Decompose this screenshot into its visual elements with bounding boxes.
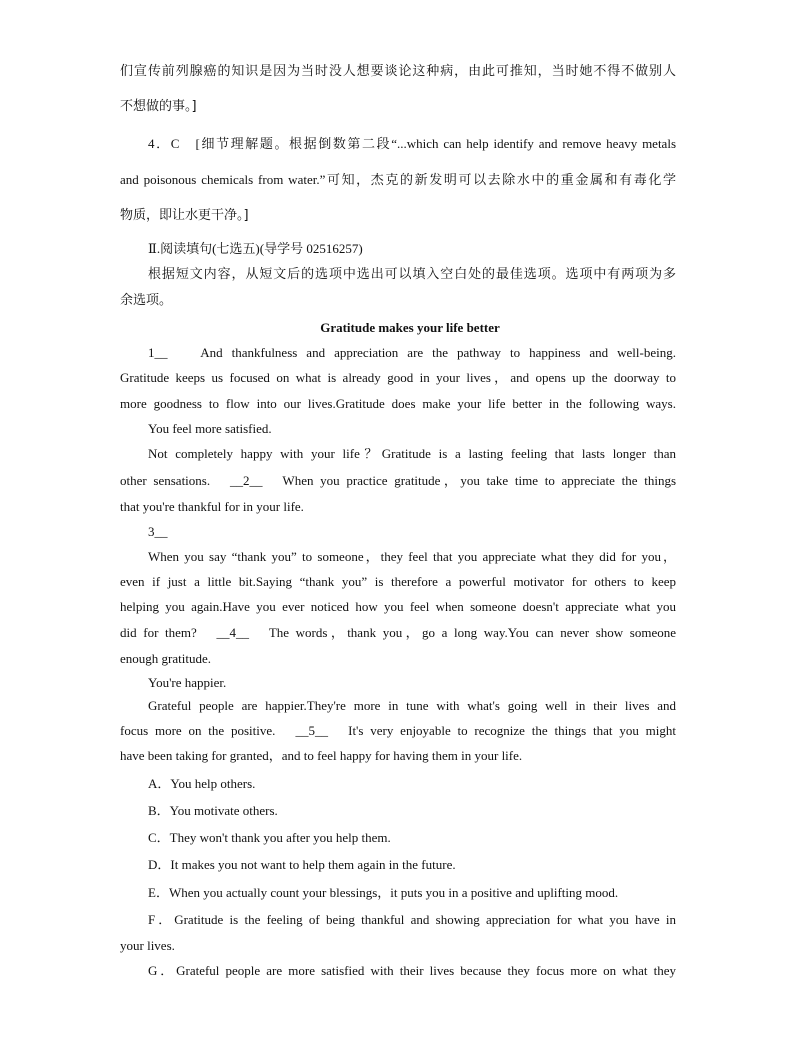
option-e: E．When you actually count your blessings，it puts you in a positive and uplifting mood. xyxy=(148,885,619,900)
option-a: A．You help others. xyxy=(148,776,256,791)
instruction-line: 余选项。 xyxy=(120,293,173,308)
answer-line: 4．C [细节理解题。根据倒数第二段“...which can help identify and remove heavy metals xyxy=(148,136,676,151)
option-f-cont: your lives. xyxy=(120,938,175,953)
passage-line: Grateful people are happier.They're more in tune with what's going well in their lives and xyxy=(148,698,676,713)
option-c: C．They won't thank you after you help them. xyxy=(148,830,391,845)
passage-line: other sensations. __2__ When you practice gratitude，you take time to appreciate the things xyxy=(120,473,676,488)
passage-line: more goodness to flow into our lives.Gratitude does make your life better in the following ways. xyxy=(120,396,676,411)
passage-line: You're happier. xyxy=(148,675,227,690)
section-heading: Ⅱ.阅读填句(七选五)(导学号 02516257) xyxy=(148,241,363,256)
answer-line: 物质，即让水更干净。] xyxy=(120,208,249,223)
passage-line: You feel more satisfied. xyxy=(148,421,272,436)
passage-line: enough gratitude. xyxy=(120,651,211,666)
passage-line: 3__ xyxy=(148,524,168,539)
option-g: G．Grateful people are more satisfied with their lives because they focus more on what they xyxy=(148,963,676,978)
passage-line: focus more on the positive. __5__ It's very enjoyable to recognize the things that you might xyxy=(120,723,676,738)
option-b: B．You motivate others. xyxy=(148,803,278,818)
passage-line: 1__ And thankfulness and appreciation are the pathway to happiness and well-being. xyxy=(148,345,676,360)
passage-line: When you say “thank you” to someone，they feel that you appreciate what they did for you， xyxy=(148,549,676,564)
passage-line: Gratitude keeps us focused on what is already good in your lives，and opens up the doorway to xyxy=(120,370,676,385)
passage-title: Gratitude makes your life better xyxy=(320,320,500,335)
option-f: F．Gratitude is the feeling of being thankful and showing appreciation for what you have in xyxy=(148,912,676,927)
passage-line: have been taking for granted，and to feel happy for having them in your life. xyxy=(120,748,523,763)
answer-line: and poisonous chemicals from water.”可知，杰克的新发明可以去除水中的重金属和有毒化学 xyxy=(120,172,676,187)
passage-line: did for them? __4__ The words，thank you，go a long way.You can never show someone xyxy=(120,625,676,640)
passage-line: helping you again.Have you ever noticed how you feel when someone doesn't appreciate what you xyxy=(120,599,676,614)
passage-line: Not completely happy with your life？Gratitude is a lasting feeling that lasts longer than xyxy=(148,446,676,461)
instruction-line: 根据短文内容，从短文后的选项中选出可以填入空白处的最佳选项。选项中有两项为多 xyxy=(148,267,676,282)
passage-line: that you're thankful for in your life. xyxy=(120,499,304,514)
option-d: D．It makes you not want to help them again in the future. xyxy=(148,857,456,872)
answer-line: 不想做的事。] xyxy=(120,99,197,114)
passage-line: even if just a little bit.Saying “thank you” is therefore a powerful motivator for others to keep xyxy=(120,574,676,589)
answer-line: 们宣传前列腺癌的知识是因为当时没人想要谈论这种病，由此可推知，当时她不得不做别人 xyxy=(120,64,676,79)
